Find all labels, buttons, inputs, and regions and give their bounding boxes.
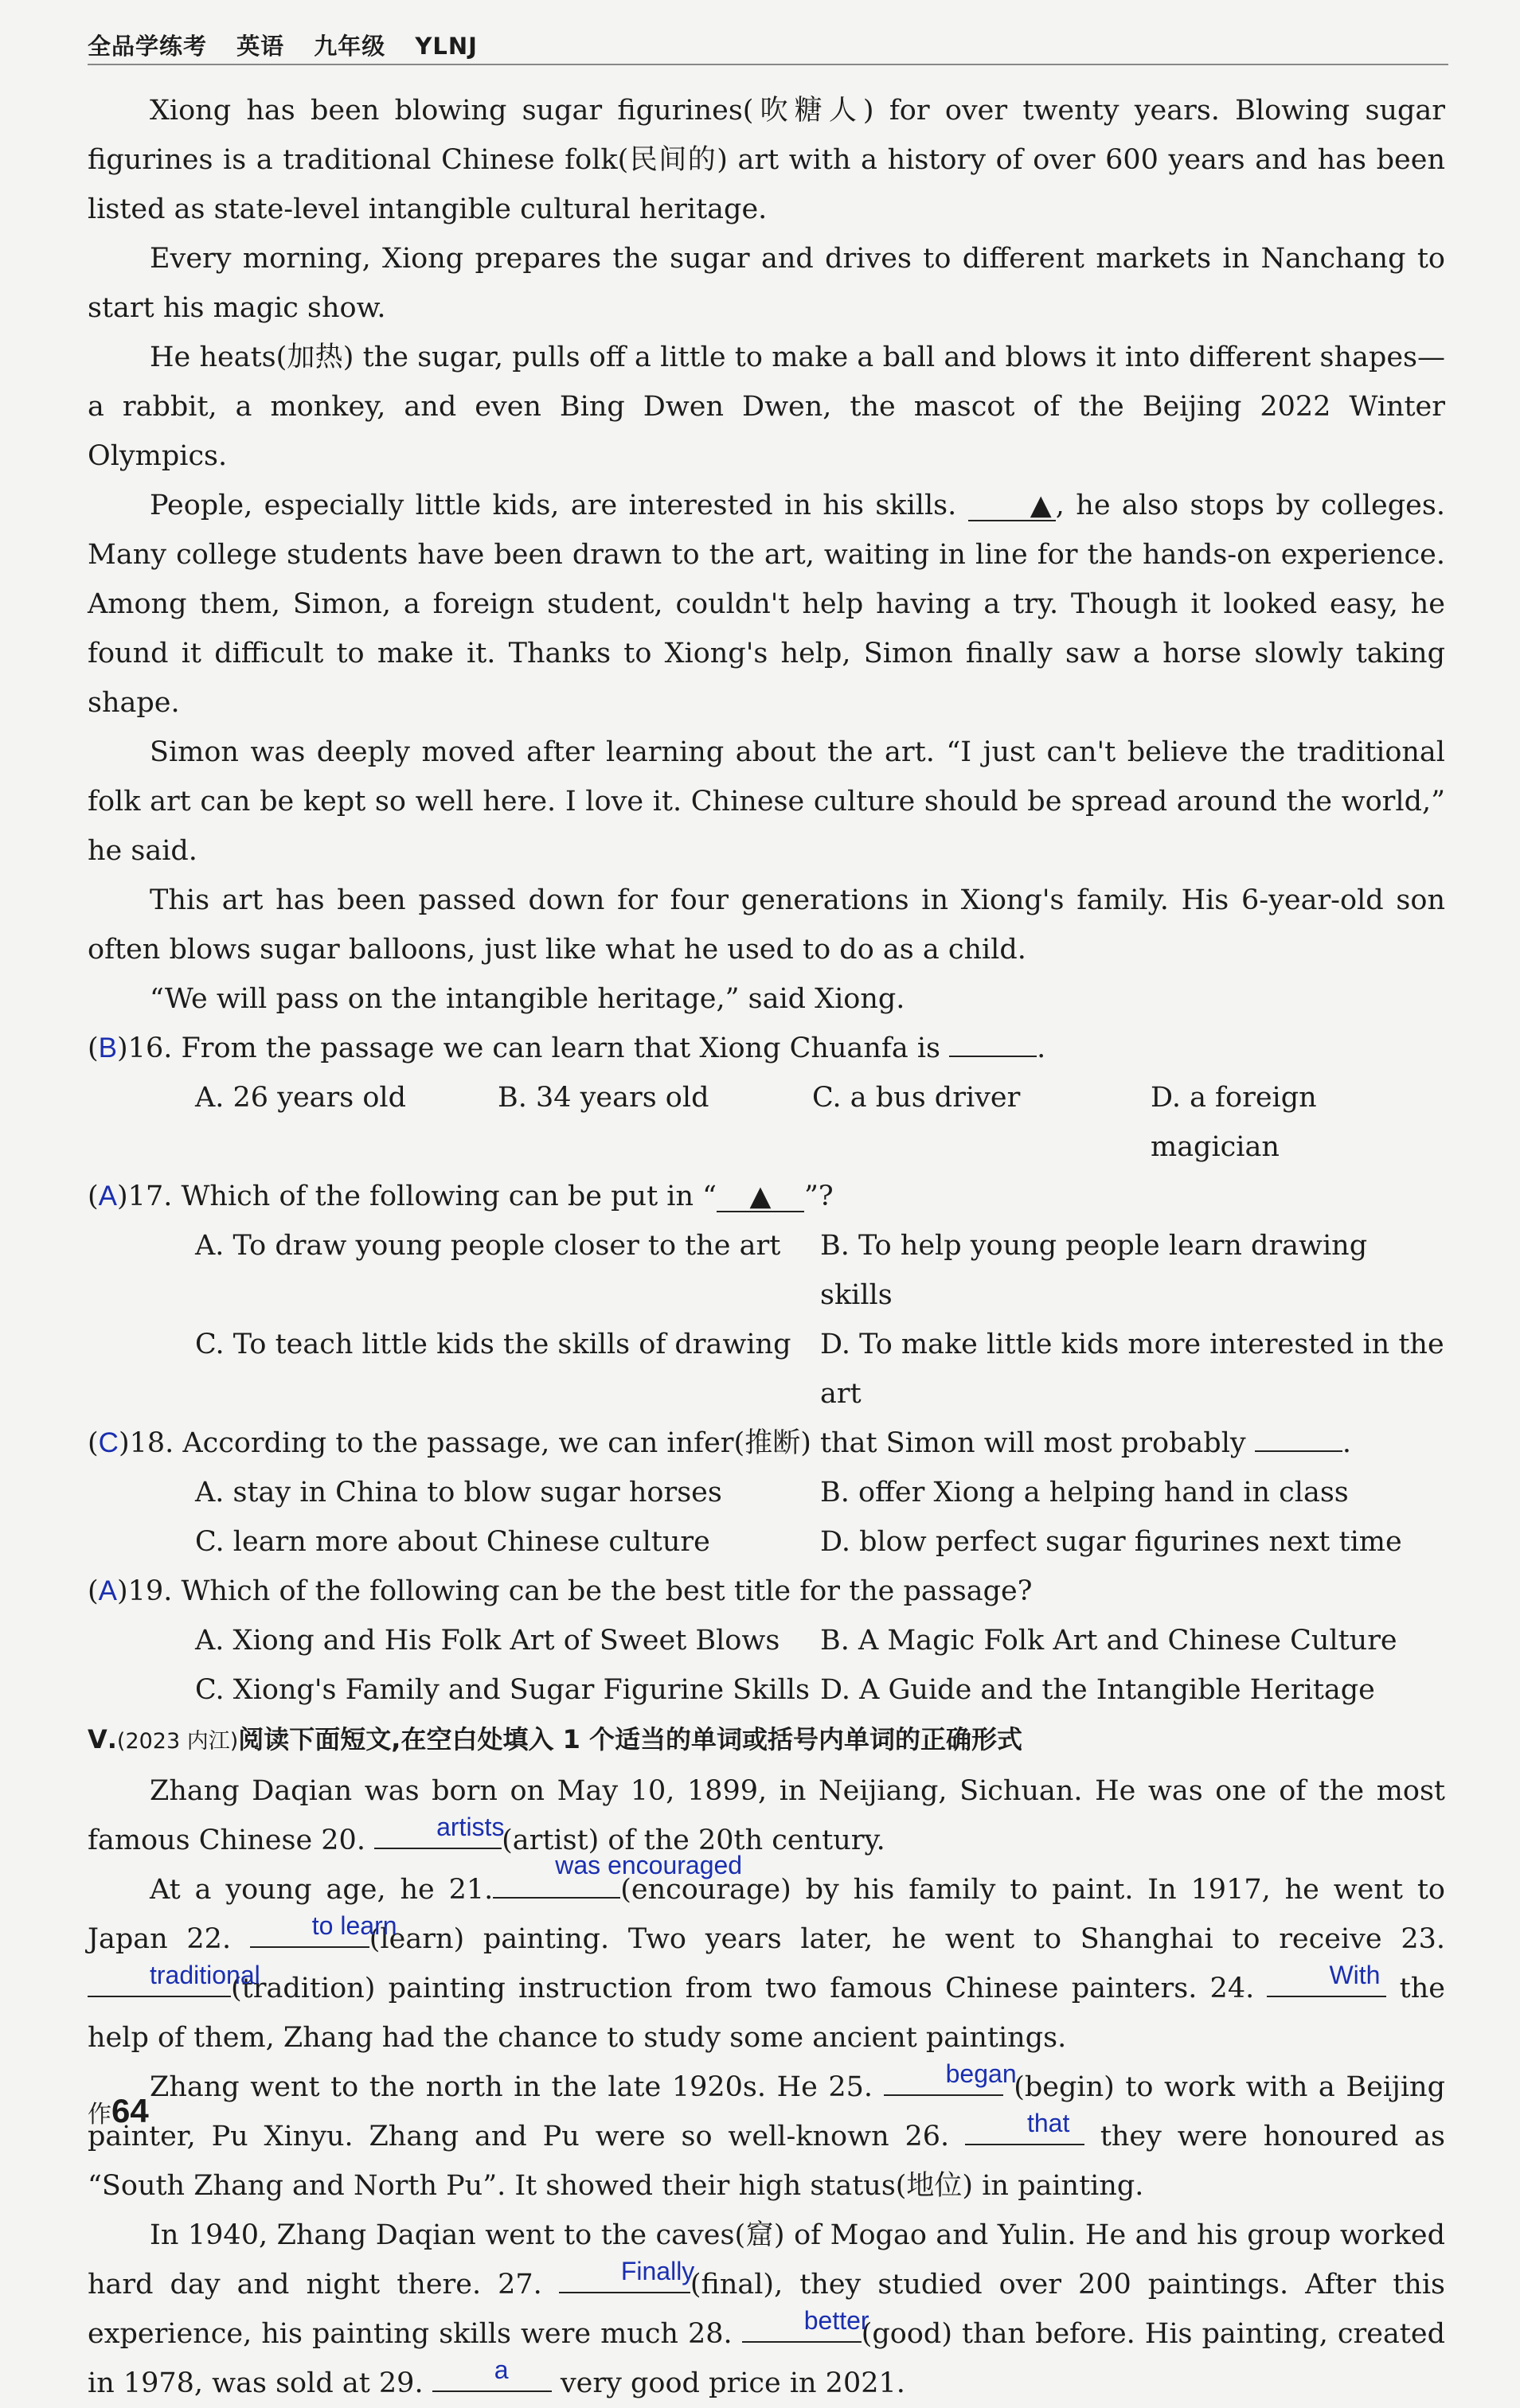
answer-23: traditional [150,1961,260,1989]
cloze-paragraph [88,2059,1445,2211]
option: D. A Guide and the Intangible Heritage [820,1674,1375,1706]
blank-29 [432,2355,552,2392]
cloze-text: (begin) to work with a Beijing painter, Pu Xinyu. Zhang and Pu were so well-known 26. [88,2071,1445,2152]
option: C. a bus driver [812,1082,1021,1114]
answer-25: began [945,2059,1017,2088]
option: D. To make little kids more interested in the art [820,1329,1444,1410]
section-instruction: 阅读下面短文,在空白处填入 1 个适当的单词或括号内单词的正确形式 [238,1724,1023,1754]
triangle-blank: ▲ [717,1182,804,1212]
option: A. stay in China to blow sugar horses [195,1477,722,1508]
blank-26 [965,2109,1084,2145]
blank-23 [88,1961,260,1997]
triangle-blank: ▲ [968,491,1056,521]
cloze-text: Zhang Daqian was born on May 10, 1899, in Neijiang, Sichuan. He was one of the most famous Chinese 20. [88,1775,1445,1856]
blank-18 [1255,1422,1342,1452]
answer-29: a [494,2355,509,2384]
cloze-paragraph [88,2211,1445,2408]
section-source: (2023 内江) [116,1729,239,1754]
passage-paragraph: Simon was deeply moved after learning about the art. “I just can't believe the traditional folk art can be kept so well here. I love it. Chinese culture should be spread around the world,” he said. [88,736,1445,867]
blank-28 [742,2306,869,2343]
section-5-title [88,1715,1445,1766]
cloze-text: In 1940, Zhang Daqian went to the caves(窟) of Mogao and Yulin. He and his group worked hard day and night there. 27. [88,2219,1445,2301]
answer-28: better [803,2306,869,2335]
p4-text-after: , he also stops by colleges. Many college students have been drawn to the art, waiting in line for the hands-on experience. Among them, Simon, a foreign student, couldn't help having a try. Though it looked easy, he found it difficult to make it. Thanks to Xiong's help, Simon finally saw a horse slowly taking shape. [88,490,1445,719]
passage-paragraph [88,481,1445,728]
blank-27 [559,2257,695,2293]
cloze-text: (encourage) by his family to paint. In 1917, he went to Japan 22. [88,1874,1445,1955]
option: C. Xiong's Family and Sugar Figurine Skills [195,1674,810,1706]
stem-18: 18. According to the passage, we can infer(推断) that Simon will most probably [129,1427,1246,1459]
option: B. A Magic Folk Art and Chinese Culture [820,1625,1397,1657]
section-number: Ⅴ. [88,1724,117,1754]
grade: 九年级 [314,33,386,60]
cloze-text: (final), they studied over 200 paintings. After this experience, his painting skills were much 28. [88,2269,1445,2350]
answer-21: was encouraged [555,1851,743,1879]
page-header [88,29,498,61]
options-19 [88,1616,1445,1715]
cloze-text: very good price in 2021. [560,2367,905,2399]
answer-27: Finally [620,2257,695,2285]
option: A. Xiong and His Folk Art of Sweet Blows [195,1625,780,1657]
blank-20 [374,1813,505,1849]
option: C. learn more about Chinese culture [195,1526,710,1558]
question-16: (B)16. From the passage we can learn that Xiong Chuanfa is . [88,1024,1445,1073]
answer-26: that [1026,2109,1070,2137]
answer-20: artists [436,1813,505,1841]
blank-21 [493,1851,743,1899]
edition: YLNJ [415,33,478,60]
answer-19: A [98,1575,118,1606]
question-18: (C)18. According to the passage, we can infer(推断) that Simon will most probably . [88,1419,1445,1468]
cloze-text: they were honoured as “South Zhang and North Pu”. It showed their high status(地位) in painting. [88,2121,1445,2202]
option: D. blow perfect sugar figurines next time [820,1526,1402,1558]
question-19: (A)19. Which of the following can be the best title for the passage? [88,1575,1033,1607]
header-rule [88,64,1448,65]
brand: 全品学练考 [88,33,208,60]
passage-paragraph: Xiong has been blowing sugar figurines(吹糖人) for over twenty years. Blowing sugar figurines is a traditional Chinese folk(民间的) art with a history of over 600 years and has been listed as state-level intangible cultural heritage. [88,95,1445,225]
cloze-paragraph [88,1851,1445,2063]
option: B. To help young people learn drawing skills [820,1230,1368,1311]
blank-16 [949,1027,1037,1057]
answer-17: A [98,1181,118,1212]
passage-paragraph: Every morning, Xiong prepares the sugar and drives to different markets in Nanchang to start his magic show. [88,243,1445,324]
answer-18: C [98,1427,119,1458]
page-footer [88,2092,149,2130]
question-17: (A)17. Which of the following can be put in “ ▲ ”? [88,1181,834,1212]
cloze-text: (good) than before. His painting, created in 1978, was sold at 29. [88,2318,1445,2399]
answer-16: B [98,1032,118,1064]
answer-24: With [1329,1961,1381,1989]
passage-paragraph: This art has been passed down for four generations in Xiong's family. His 6-year-old son often blows sugar balloons, just like what he used to do as a child. [88,884,1445,966]
page-number: 64 [111,2092,149,2129]
stem-16: 16. From the passage we can learn that Xiong Chuanfa is [127,1032,941,1064]
options-18 [88,1468,1445,1567]
options-16 [88,1073,1445,1172]
stem-19: 19. Which of the following can be the best title for the passage? [127,1575,1033,1607]
passage-paragraph: “We will pass on the intangible heritage,” said Xiong. [150,983,905,1015]
stem-17: 17. Which of the following can be put in “ [127,1181,717,1212]
options-17 [88,1221,1445,1419]
cloze-text: (learn) painting. Two years later, he went to Shanghai to receive 23. [369,1923,1445,1955]
footer-prefix: 作 [88,2101,111,2129]
option: C. To teach little kids the skills of drawing [195,1329,791,1360]
blank-22 [250,1911,397,1948]
cloze-text: At a young age, he 21. [150,1874,494,1906]
answer-22: to learn [311,1911,397,1940]
cloze-text: Zhang went to the north in the late 1920s. He 25. [150,2071,873,2103]
cloze-text: the help of them, Zhang had the chance to study some ancient paintings. [88,1973,1445,2054]
p4-text: People, especially little kids, are interested in his skills. [150,490,957,521]
blank-24 [1267,1961,1386,1997]
option: B. 34 years old [498,1082,709,1114]
option: A. 26 years old [195,1082,407,1114]
cloze-text: (artist) of the 20th century. [502,1825,885,1856]
subject: 英语 [236,33,285,60]
cloze-paragraph [88,1766,1445,1865]
passage-paragraph: He heats(加热) the sugar, pulls off a little to make a ball and blows it into different shapes—a rabbit, a monkey, and even Bing Dwen Dwen, the mascot of the Beijing 2022 Winter Olympics. [88,341,1445,472]
option: D. a foreign magician [1151,1082,1317,1163]
option: B. offer Xiong a helping hand in class [820,1477,1349,1508]
stem-end: . [1037,1032,1046,1064]
blank-25 [884,2059,1017,2096]
cloze-text: (tradition) painting instruction from two famous Chinese painters. 24. [231,1973,1255,2004]
option: A. To draw young people closer to the art [195,1230,781,1262]
stem-end: ”? [804,1181,834,1212]
stem-end: . [1342,1427,1351,1459]
page-body [88,86,1445,2408]
